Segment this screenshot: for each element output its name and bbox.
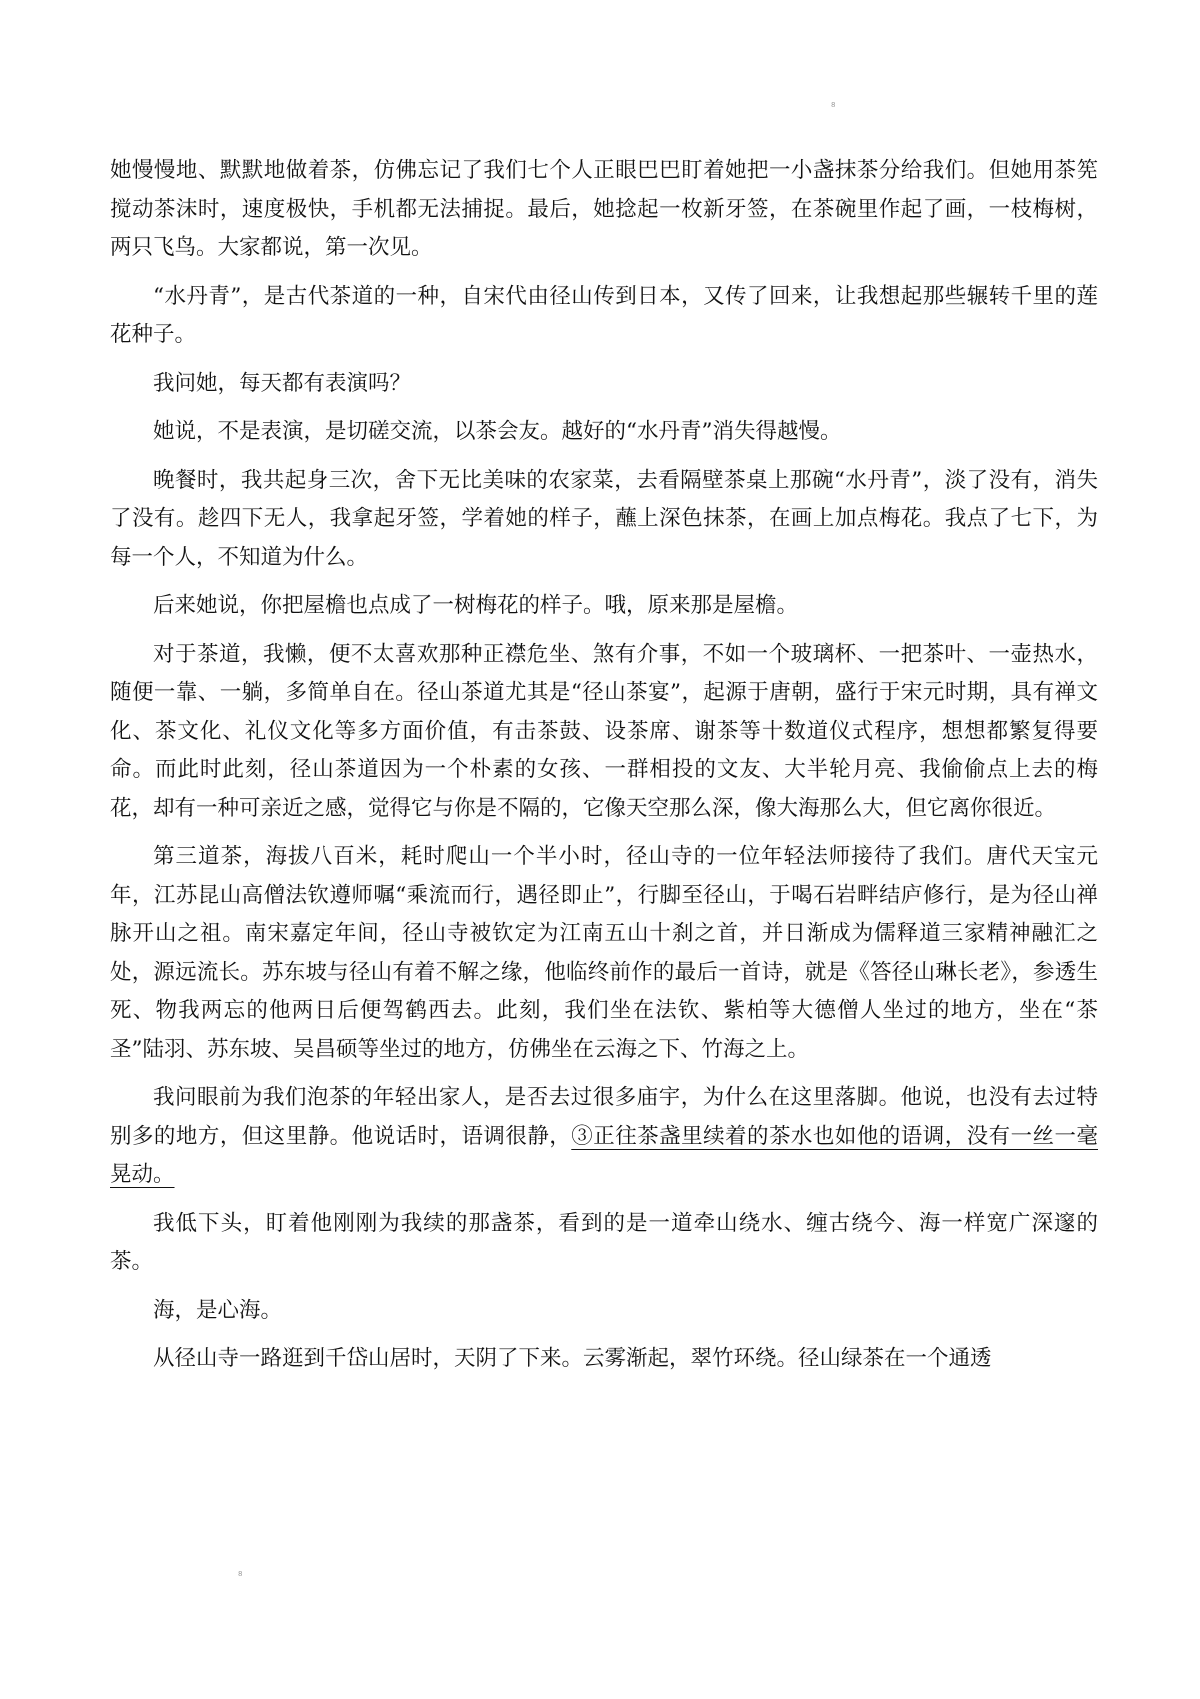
paragraph-11: 海，是心海。 <box>153 1297 283 1323</box>
paragraph-2: “水丹青”，是古代茶道的一种，自宋代由径山传到日本，又传了回来，让我想起那些辗转千里的莲花种子。 <box>110 283 1098 347</box>
paragraph-1: 她慢慢地、默默地做着茶，仿佛忘记了我们七个人正眼巴巴盯着她把一小盏抹茶分给我们。但她用茶筅搅动茶沫时，速度极快，手机都无法捕捉。最后，她捻起一枚新牙签，在茶碗里作起了画，一枝梅树，两只飞鸟。大家都说，第一次见。 <box>110 158 1098 260</box>
paragraph-5: 晚餐时，我共起身三次，舍下无比美味的农家菜，去看隔壁茶桌上那碗“水丹青”，淡了没有，消失了没有。趁四下无人，我拿起牙签，学着她的样子，蘸上深色抹茶，在画上加点梅花。我点了七下，为每一个人，不知道为什么。 <box>110 467 1098 570</box>
paragraph-7: 对于茶道，我懒，便不太喜欢那种正襟危坐、煞有介事，不如一个玻璃杯、一把茶叶、一壶热水，随便一靠、一躺，多简单自在。径山茶道尤其是“径山茶宴”，起源于唐朝，盛行于宋元时期，具有禅文化、茶文化、礼仪文化等多方面价值，有击茶鼓、设茶席、谢茶等十数道仪式程序，想想都繁复得要命。而此时此刻，径山茶道因为一个朴素的女孩、一群相投的文友、大半轮月亮、我偷偷点上去的梅花，却有一种可亲近之感，觉得它与你是不隔的，它像天空那么深，像大海那么大，但它离你很近。 <box>110 641 1098 821</box>
paragraph-12: 从径山寺一路逛到千岱山居时，天阴了下来。云雾渐起，翠竹环绕。径山绿茶在一个通透 <box>153 1346 992 1371</box>
article-body <box>110 152 1098 1389</box>
page-mark-top: 8 <box>831 101 836 109</box>
underlined-sentence-3: ③正往茶盏里续着的茶水也如他的语调，没有一丝一毫晃动。 <box>110 1123 1098 1187</box>
paragraph-4: 她说，不是表演，是切磋交流，以茶会友。越好的“水丹青”消失得越慢。 <box>153 419 842 444</box>
page-mark-bottom: 8 <box>238 1570 243 1578</box>
paragraph-9-text: 我问眼前为我们泡茶的年轻出家人，是否去过很多庙宇，为什么在这里落脚。他说，也没有去过特别多的地方，但这里静。他说话时，语调很静， <box>110 1085 1098 1149</box>
paragraph-6: 后来她说，你把屋檐也点成了一树梅花的样子。哦，原来那是屋檐。 <box>153 593 799 618</box>
paragraph-10: 我低下头，盯着他刚刚为我续的那盏茶，看到的是一道牵山绕水、缠古绕今、海一样宽广深邃的茶。 <box>110 1210 1098 1274</box>
paragraph-9 <box>110 1079 1098 1195</box>
paragraph-3: 我问她，每天都有表演吗？ <box>153 370 412 396</box>
paragraph-8: 第三道茶，海拔八百米，耗时爬山一个半小时，径山寺的一位年轻法师接待了我们。唐代天宝元年，江苏昆山高僧法钦遵师嘱“乘流而行，遇径即止”，行脚至径山，于喝石岩畔结庐修行，是为径山禅脉开山之祖。南宋嘉定年间，径山寺被钦定为江南五山十刹之首，并日渐成为儒释道三家精神融汇之处，源远流长。苏东坡与径山有着不解之缘，他临终前作的最后一首诗，就是《答径山琳长老》，参透生死、物我两忘的他两日后便驾鹤西去。此刻，我们坐在法钦、紫柏等大德僧人坐过的地方，坐在“茶圣”陆羽、苏东坡、吴昌硕等坐过的地方，仿佛坐在云海之下、竹海之上。 <box>110 844 1098 1062</box>
